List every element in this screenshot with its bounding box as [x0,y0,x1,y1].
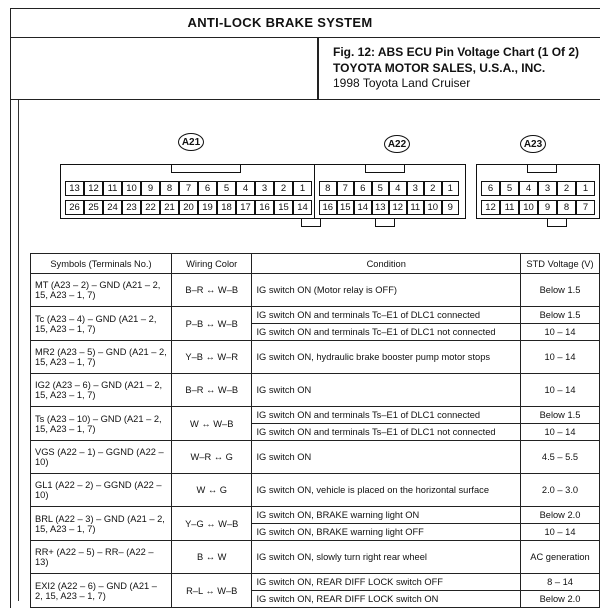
column-header: Wiring Color [171,254,251,274]
connector-pin: 12 [481,200,500,215]
figure-title: Fig. 12: ABS ECU Pin Voltage Chart (1 Of 2) [333,45,580,59]
column-header: Symbols (Terminals No.) [31,254,172,274]
wiring-color-cell: W ↔ G [171,474,251,507]
connector-pin: 3 [538,181,557,196]
wiring-color-cell: Y–G ↔ W–B [171,507,251,541]
connector-key [375,218,395,227]
table-row [31,441,600,474]
std-voltage-cell: Below 1.5 [521,274,600,307]
connector-pin: 8 [160,181,179,196]
table-body [31,274,600,608]
condition-cell: IG switch ON, REAR DIFF LOCK switch ON [252,591,521,608]
connector-pin: 12 [84,181,103,196]
connector-pin: 7 [576,200,595,215]
connector-pin: 12 [389,200,407,215]
std-voltage-cell: Below 2.0 [521,591,600,608]
std-voltage-cell: 4.5 – 5.5 [521,441,600,474]
connector-pin: 8 [557,200,576,215]
condition-cell: IG switch ON and terminals Tc–E1 of DLC1 connected [252,307,521,324]
table-row [31,507,600,524]
table-row [31,307,600,324]
condition-cell: IG switch ON, hydraulic brake booster pump motor stops [252,341,521,374]
table-header-row [31,254,600,274]
connector-pin: 26 [65,200,84,215]
condition-cell: IG switch ON [252,441,521,474]
connector-pin: 17 [236,200,255,215]
symbol-cell: MT (A23 – 2) – GND (A21 – 2, 15, A23 – 1, 7) [31,274,172,307]
connector-pin: 14 [354,200,372,215]
connector-pin: 8 [319,181,337,196]
column-header: STD Voltage (V) [521,254,600,274]
connector-pin: 1 [293,181,312,196]
symbol-cell: VGS (A22 – 1) – GGND (A22 – 10) [31,441,172,474]
connector-pin: 5 [372,181,390,196]
table-row [31,341,600,374]
wiring-color-cell: Y–B ↔ W–R [171,341,251,374]
symbol-cell: GL1 (A22 – 2) – GGND (A22 – 10) [31,474,172,507]
connector-key [301,218,321,227]
symbol-cell: RR+ (A22 – 5) – RR– (A22 – 13) [31,541,172,574]
company-name: TOYOTA MOTOR SALES, U.S.A., INC. [333,60,546,75]
connector-pin: 19 [198,200,217,215]
connector-pin: 4 [389,181,407,196]
std-voltage-cell: AC generation [521,541,600,574]
condition-cell: IG switch ON and terminals Ts–E1 of DLC1 not connected [252,424,521,441]
condition-cell: IG switch ON, BRAKE warning light ON [252,507,521,524]
condition-cell: IG switch ON, vehicle is placed on the horizontal surface [252,474,521,507]
condition-cell: IG switch ON, BRAKE warning light OFF [252,524,521,541]
std-voltage-cell: Below 1.5 [521,407,600,424]
column-header: Condition [252,254,521,274]
wiring-color-cell: R–L ↔ W–B [171,574,251,608]
std-voltage-cell: Below 2.0 [521,507,600,524]
table-row [31,407,600,424]
condition-cell: IG switch ON and terminals Ts–E1 of DLC1 connected [252,407,521,424]
connector-pin: 13 [65,181,84,196]
wiring-color-cell: B–R ↔ W–B [171,374,251,407]
symbol-cell: Tc (A23 – 4) – GND (A21 – 2, 15, A23 – 1, 7) [31,307,172,341]
vehicle-name: 1998 Toyota Land Cruiser [333,76,471,90]
connector-a23 [476,164,600,219]
symbol-cell: BRL (A22 – 3) – GND (A21 – 2, 15, A23 – 1, 7) [31,507,172,541]
wiring-color-cell: B–R ↔ W–B [171,274,251,307]
connector-pin: 6 [354,181,372,196]
connector-pin: 15 [337,200,355,215]
wiring-color-cell: B ↔ W [171,541,251,574]
std-voltage-cell: 8 – 14 [521,574,600,591]
connector-pin: 14 [293,200,312,215]
connector-pin: 10 [122,181,141,196]
table-row [31,541,600,574]
connector-latch [365,164,405,173]
std-voltage-cell: 10 – 14 [521,324,600,341]
connector-pin: 13 [372,200,390,215]
connector-pin: 2 [424,181,442,196]
table-row [31,474,600,507]
condition-cell: IG switch ON, REAR DIFF LOCK switch OFF [252,574,521,591]
connector-label-a22: A22 [384,135,410,153]
connector-pin: 5 [500,181,519,196]
table-row [31,274,600,307]
wiring-color-cell: W–R ↔ G [171,441,251,474]
wiring-color-cell: W ↔ W–B [171,407,251,441]
connector-pin: 16 [255,200,274,215]
connector-pin: 23 [122,200,141,215]
connector-pin: 1 [576,181,595,196]
connector-latch [527,164,557,173]
condition-cell: IG switch ON and terminals Tc–E1 of DLC1 not connected [252,324,521,341]
connector-pin: 11 [500,200,519,215]
connector-pin: 11 [103,181,122,196]
symbol-cell: Ts (A23 – 10) – GND (A21 – 2, 15, A23 – 1, 7) [31,407,172,441]
connector-pin: 5 [217,181,236,196]
condition-cell: IG switch ON, slowly turn right rear wheel [252,541,521,574]
connector-pin: 2 [274,181,293,196]
connector-pin: 7 [179,181,198,196]
connector-pin: 6 [198,181,217,196]
connector-pin: 22 [141,200,160,215]
std-voltage-cell: 2.0 – 3.0 [521,474,600,507]
connector-label-a21: A21 [178,133,204,151]
figure-header-divider [317,38,319,100]
condition-cell: IG switch ON (Motor relay is OFF) [252,274,521,307]
connector-pin: 9 [442,200,460,215]
wiring-color-cell: P–B ↔ W–B [171,307,251,341]
voltage-table [30,253,600,608]
connector-pin: 15 [274,200,293,215]
connector-pin: 11 [407,200,425,215]
connector-pin: 25 [84,200,103,215]
section-title: ANTI-LOCK BRAKE SYSTEM [10,8,600,38]
std-voltage-cell: 10 – 14 [521,341,600,374]
symbol-cell: MR2 (A23 – 5) – GND (A21 – 2, 15, A23 – 1, 7) [31,341,172,374]
connector-pin: 18 [217,200,236,215]
connector-a22 [314,164,466,219]
std-voltage-cell: 10 – 14 [521,524,600,541]
table-row [31,574,600,591]
connector-pin: 3 [407,181,425,196]
connector-pin: 20 [179,200,198,215]
table-row [31,374,600,407]
connector-key [547,218,567,227]
connector-label-a23: A23 [520,135,546,153]
connector-pin: 9 [141,181,160,196]
connector-latch [171,164,241,173]
connector-pin: 10 [519,200,538,215]
connector-pin: 7 [337,181,355,196]
connector-pin: 16 [319,200,337,215]
symbol-cell: EXI2 (A22 – 6) – GND (A21 – 2, 15, A23 – 1, 7) [31,574,172,608]
connector-pin: 2 [557,181,576,196]
std-voltage-cell: Below 1.5 [521,307,600,324]
symbol-cell: IG2 (A23 – 6) – GND (A21 – 2, 15, A23 – 1, 7) [31,374,172,407]
connector-pin: 4 [236,181,255,196]
std-voltage-cell: 10 – 14 [521,374,600,407]
connector-pin: 4 [519,181,538,196]
connector-pin: 3 [255,181,274,196]
condition-cell: IG switch ON [252,374,521,407]
connector-pin: 9 [538,200,557,215]
connector-pin: 10 [424,200,442,215]
connector-pin: 6 [481,181,500,196]
connector-a21 [60,164,318,219]
connector-pin: 1 [442,181,460,196]
figure-caption [333,45,579,92]
connector-pin: 21 [160,200,179,215]
connector-pin: 24 [103,200,122,215]
std-voltage-cell: 10 – 14 [521,424,600,441]
